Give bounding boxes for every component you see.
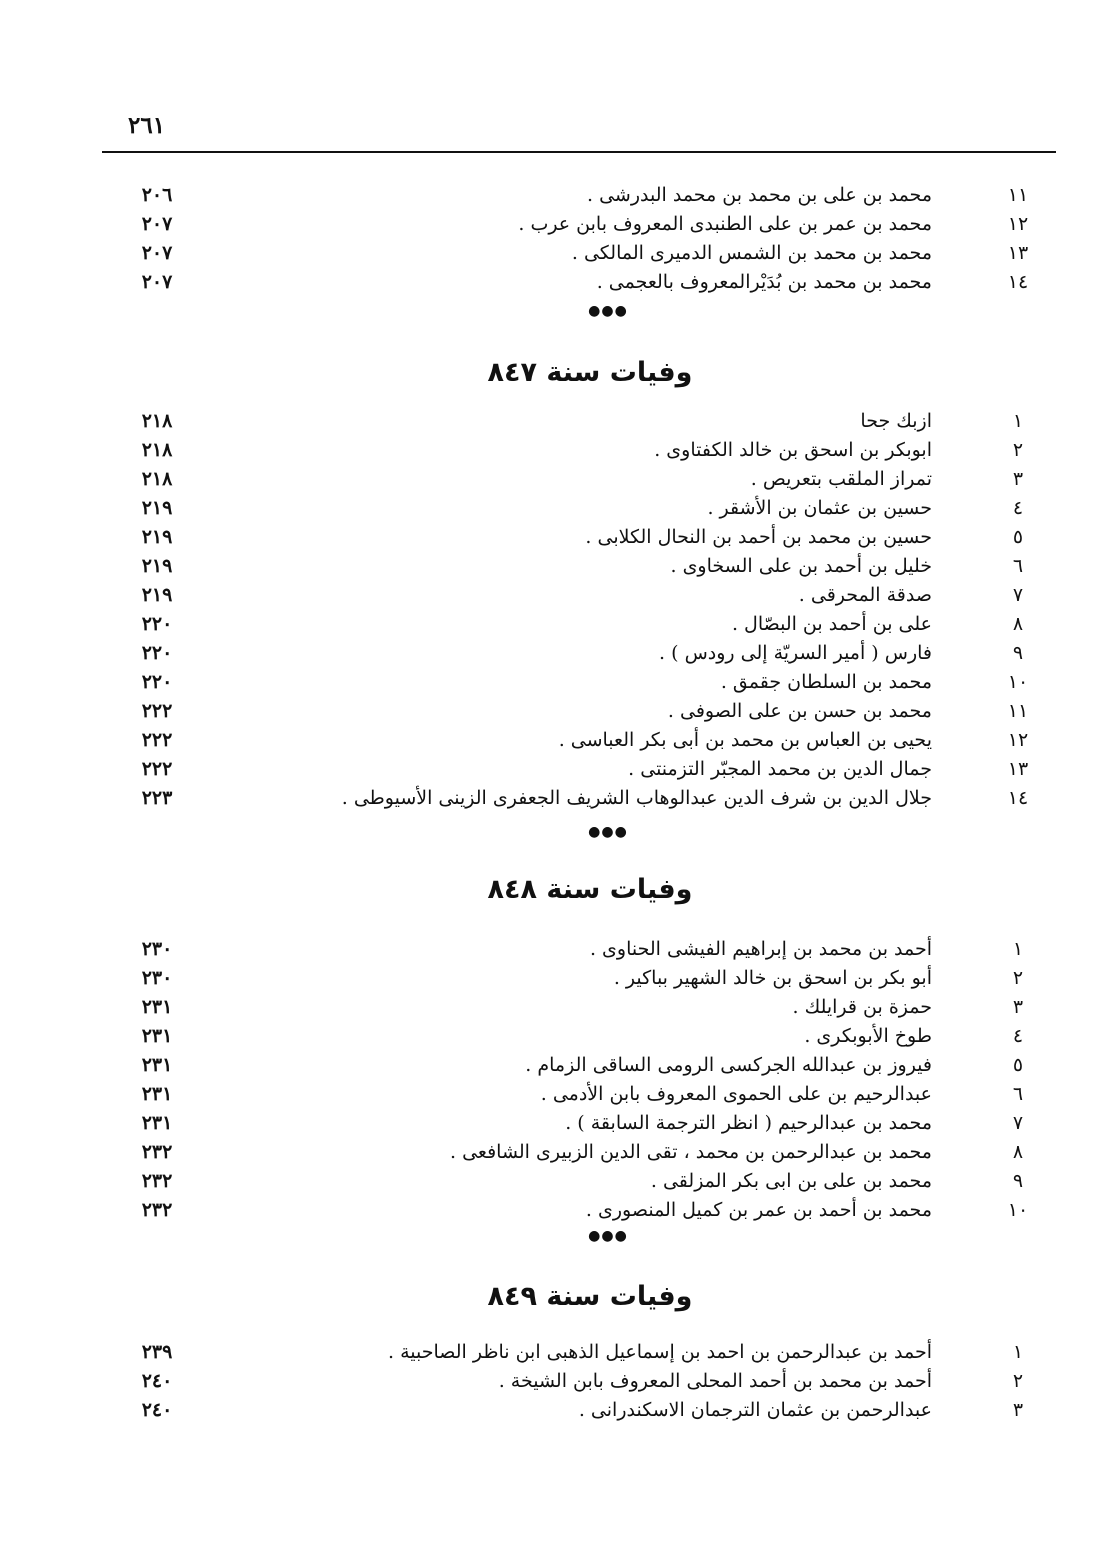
- entry-page: ٢١٩: [141, 526, 173, 548]
- entry-number: ٩: [1012, 1170, 1024, 1192]
- entry-page: ٢١٨: [141, 468, 173, 490]
- entry-number: ١: [1012, 1341, 1024, 1363]
- entry-number: ٢: [1012, 439, 1024, 461]
- entry-name: محمد بن حسن بن على الصوفى .: [667, 700, 932, 722]
- section-heading: وفيات سنة ٨٤٨: [487, 874, 693, 905]
- list-item: [0, 1083, 1120, 1112]
- entry-name: محمد بن على بن محمد بن محمد البدرشى .: [587, 184, 932, 206]
- list-item: [0, 1199, 1120, 1228]
- list-item: [0, 729, 1120, 758]
- entry-number: ٦: [1012, 555, 1024, 577]
- entry-name: فيروز بن عبدالله الجركسى الرومى الساقى الزمام .: [525, 1054, 932, 1076]
- entry-page: ٢٣٢: [141, 1170, 173, 1192]
- entry-name: على بن أحمد بن البصّال .: [731, 613, 932, 635]
- entry-page: ٢٢٣: [141, 787, 173, 809]
- entry-page: ٢٣٠: [141, 938, 173, 960]
- entry-number: ٧: [1012, 584, 1024, 606]
- list-item: [0, 439, 1120, 468]
- list-item: [0, 1141, 1120, 1170]
- list-item: [0, 967, 1120, 996]
- list-item: [0, 671, 1120, 700]
- header-rule: [102, 151, 1056, 153]
- entry-name: يحيى بن العباس بن محمد بن أبى بكر العباسى .: [558, 729, 932, 751]
- entry-name: أبو بكر بن اسحق بن خالد الشهير بباكير .: [613, 967, 932, 989]
- list-item: [0, 1341, 1120, 1370]
- entry-name: عبدالرحيم بن على الحموى المعروف بابن الأدمى .: [540, 1083, 932, 1105]
- entry-number: ٧: [1012, 1112, 1024, 1134]
- entry-page: ٢٣١: [141, 1054, 173, 1076]
- list-item: [0, 996, 1120, 1025]
- entry-name: صدقة المحرقى .: [798, 584, 932, 606]
- entry-page: ٢٢٢: [141, 700, 173, 722]
- list-item: [0, 584, 1120, 613]
- entry-number: ٨: [1012, 1141, 1024, 1163]
- list-item: [0, 213, 1120, 242]
- entry-name: حمزة بن قرايلك .: [792, 996, 932, 1018]
- entry-page: ٢٤٠: [141, 1399, 173, 1421]
- entry-number: ١: [1012, 410, 1024, 432]
- entry-number: ٢: [1012, 1370, 1024, 1392]
- entry-page: ٢٣١: [141, 1112, 173, 1134]
- section-separator: ●●●: [588, 303, 628, 319]
- entry-page: ٢٢٢: [141, 729, 173, 751]
- entry-number: ١٢: [1007, 213, 1029, 235]
- entry-number: ٤: [1012, 497, 1024, 519]
- entry-name: خليل بن أحمد بن على السخاوى .: [670, 555, 932, 577]
- page-number: ٢٦١: [128, 112, 166, 139]
- list-item: [0, 787, 1120, 816]
- entry-name: محمد بن محمد بن الشمس الدميرى المالكى .: [571, 242, 932, 264]
- list-item: [0, 1054, 1120, 1083]
- list-item: [0, 642, 1120, 671]
- entry-name: محمد بن السلطان جقمق .: [720, 671, 932, 693]
- list-item: [0, 410, 1120, 439]
- entry-page: ٢٢٠: [141, 642, 173, 664]
- list-item: [0, 1370, 1120, 1399]
- entry-name: محمد بن عمر بن على الطنبدى المعروف بابن عرب .: [518, 213, 932, 235]
- list-item: [0, 938, 1120, 967]
- entry-page: ٢١٨: [141, 439, 173, 461]
- entry-page: ٢١٨: [141, 410, 173, 432]
- entry-page: ٢٠٦: [141, 184, 173, 206]
- entry-page: ٢٢٢: [141, 758, 173, 780]
- entry-number: ١٤: [1007, 271, 1029, 293]
- list-item: [0, 1399, 1120, 1428]
- entry-number: ٩: [1012, 642, 1024, 664]
- entry-name: ازبك جحا: [860, 410, 932, 432]
- entry-page: ٢٣١: [141, 996, 173, 1018]
- entry-name: فارس ( أمير السريّة إلى رودس ) .: [659, 642, 932, 664]
- entry-name: أحمد بن محمد بن أحمد المحلى المعروف بابن الشيخة .: [498, 1370, 932, 1392]
- entry-number: ٣: [1012, 1399, 1024, 1421]
- entry-number: ٥: [1012, 1054, 1024, 1076]
- entry-number: ٢: [1012, 967, 1024, 989]
- entry-page: ٢٤٠: [141, 1370, 173, 1392]
- entry-page: ٢٣١: [141, 1083, 173, 1105]
- list-item: [0, 1112, 1120, 1141]
- entry-page: ٢٠٧: [141, 242, 173, 264]
- entry-name: أحمد بن عبدالرحمن بن احمد بن إسماعيل الذهبى ابن ناظر الصاحبية .: [388, 1341, 932, 1363]
- section-separator: ●●●: [588, 1228, 628, 1244]
- entry-number: ١٣: [1007, 242, 1029, 264]
- list-item: [0, 468, 1120, 497]
- entry-number: ١٠: [1007, 1199, 1029, 1221]
- entry-number: ١٤: [1007, 787, 1029, 809]
- entry-name: محمد بن محمد بن بُدَيْرالمعروف بالعجمى .: [596, 271, 932, 293]
- list-item: [0, 555, 1120, 584]
- entry-name: محمد بن على بن ابى بكر المزلقى .: [650, 1170, 932, 1192]
- entry-name: محمد بن أحمد بن عمر بن كميل المنصورى .: [585, 1199, 932, 1221]
- section-heading: وفيات سنة ٨٤٧: [487, 357, 693, 388]
- entry-number: ٣: [1012, 996, 1024, 1018]
- entry-number: ٦: [1012, 1083, 1024, 1105]
- entry-name: محمد بن عبدالرحمن بن محمد ، تقى الدين الزبيرى الشافعى .: [449, 1141, 932, 1163]
- entry-name: ابوبكر بن اسحق بن خالد الكفتاوى .: [654, 439, 932, 461]
- entry-number: ٣: [1012, 468, 1024, 490]
- entry-number: ١٢: [1007, 729, 1029, 751]
- entry-page: ٢١٩: [141, 584, 173, 606]
- entry-page: ٢٠٧: [141, 271, 173, 293]
- entry-name: تمراز الملقب بتعريص .: [750, 468, 932, 490]
- entry-number: ١١: [1007, 184, 1029, 206]
- entry-name: جمال الدين بن محمد المجبّر التزمنتى .: [628, 758, 932, 780]
- entry-number: ١٠: [1007, 671, 1029, 693]
- list-item: [0, 497, 1120, 526]
- list-item: [0, 242, 1120, 271]
- entry-name: طوخ الأبوبكرى .: [804, 1025, 932, 1047]
- entry-page: ٢٠٧: [141, 213, 173, 235]
- entry-number: ١: [1012, 938, 1024, 960]
- section-heading: وفيات سنة ٨٤٩: [487, 1281, 693, 1312]
- list-item: [0, 700, 1120, 729]
- entry-number: ٥: [1012, 526, 1024, 548]
- entry-page: ٢٣٢: [141, 1141, 173, 1163]
- entry-name: عبدالرحمن بن عثمان الترجمان الاسكندرانى .: [578, 1399, 932, 1421]
- entry-number: ١١: [1007, 700, 1029, 722]
- list-item: [0, 526, 1120, 555]
- entry-page: ٢٢٠: [141, 613, 173, 635]
- list-item: [0, 184, 1120, 213]
- section-separator: ●●●: [588, 824, 628, 840]
- list-item: [0, 1170, 1120, 1199]
- entry-name: حسين بن عثمان بن الأشقر .: [707, 497, 932, 519]
- entry-number: ٤: [1012, 1025, 1024, 1047]
- entry-name: محمد بن عبدالرحيم ( انظر الترجمة السابقة ) .: [565, 1112, 932, 1134]
- list-item: [0, 271, 1120, 300]
- entry-page: ٢٣١: [141, 1025, 173, 1047]
- entry-number: ٨: [1012, 613, 1024, 635]
- entry-number: ١٣: [1007, 758, 1029, 780]
- list-item: [0, 1025, 1120, 1054]
- entry-page: ٢١٩: [141, 555, 173, 577]
- entry-name: جلال الدين بن شرف الدين عبدالوهاب الشريف الجعفرى الزينى الأسيوطى .: [341, 787, 932, 809]
- entry-page: ٢١٩: [141, 497, 173, 519]
- entry-page: ٢٣٩: [141, 1341, 173, 1363]
- list-item: [0, 758, 1120, 787]
- entry-page: ٢٣٠: [141, 967, 173, 989]
- entry-page: ٢٣٢: [141, 1199, 173, 1221]
- entry-name: حسين بن محمد بن أحمد بن النحال الكلابى .: [585, 526, 932, 548]
- entry-page: ٢٢٠: [141, 671, 173, 693]
- list-item: [0, 613, 1120, 642]
- entry-name: أحمد بن محمد بن إبراهيم الفيشى الحناوى .: [589, 938, 932, 960]
